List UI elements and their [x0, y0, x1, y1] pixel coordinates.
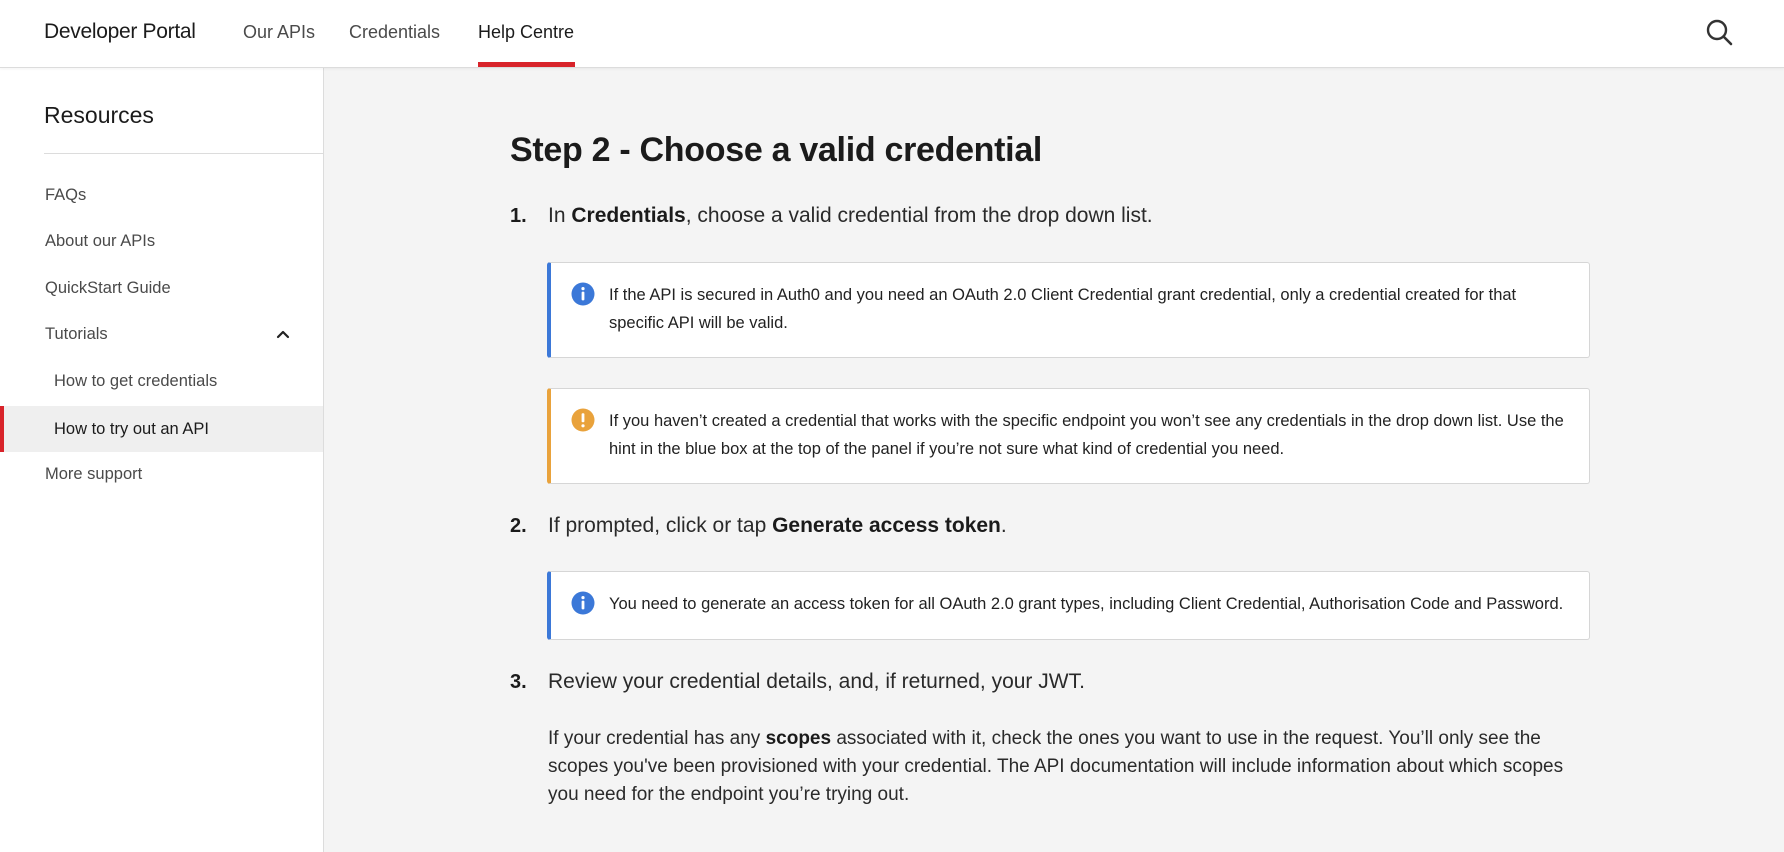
sidebar-item-more-support[interactable]	[0, 451, 323, 497]
warning-callout	[547, 388, 1590, 484]
nav-credentials[interactable]: Credentials	[349, 22, 441, 42]
step-number: 1.	[510, 205, 527, 227]
chevron-up-icon[interactable]	[275, 326, 291, 342]
info-icon	[571, 591, 595, 615]
nav-our-apis[interactable]: Our APIs	[243, 22, 316, 42]
active-nav-indicator	[478, 62, 575, 67]
sidebar-item-label: About our APIs	[45, 231, 156, 250]
sidebar-item-label: QuickStart Guide	[45, 278, 171, 297]
sidebar-item-label: How to get credentials	[54, 371, 218, 390]
nav-help-centre[interactable]: Help Centre	[478, 22, 575, 42]
warning-icon	[571, 408, 595, 432]
callout-text: You need to generate an access token for all OAuth 2.0 grant types, including Client Credential, Authorisation Code and Password.	[609, 595, 1564, 613]
sidebar-item-faqs[interactable]	[0, 172, 323, 218]
info-callout	[547, 262, 1590, 358]
info-icon	[571, 282, 595, 306]
callout-text: If the API is secured in Auth0 and you need an OAuth 2.0 Client Credential grant credential, only a credential created for that specific API will be valid.	[609, 286, 1517, 332]
step-text: If prompted, click or tap Generate access token.	[548, 514, 1007, 537]
sidebar-item-get-credentials[interactable]	[0, 358, 323, 404]
page-title: Step 2 - Choose a valid credential	[510, 131, 1043, 169]
step-number: 3.	[510, 671, 527, 693]
info-callout	[547, 571, 1590, 640]
sidebar-item-tutorials[interactable]	[0, 311, 323, 357]
sidebar-item-label: Tutorials	[45, 324, 108, 343]
sidebar-item-quickstart[interactable]	[0, 265, 323, 311]
search-icon	[1703, 16, 1737, 50]
sidebar-item-label: FAQs	[45, 185, 87, 204]
sidebar-divider	[44, 153, 324, 154]
callout-text: If you haven’t created a credential that works with the specific endpoint you won’t see any credentials in the drop down list. Use the hint in the blue box at the top of the panel if you’re not sure what kind of credential you need.	[609, 412, 1564, 458]
sidebar-item-label: How to try out an API	[54, 419, 209, 438]
sidebar-item-label: More support	[45, 464, 143, 483]
brand-logo[interactable]: Developer Portal	[44, 20, 196, 43]
sidebar-item-about-apis[interactable]	[0, 218, 323, 264]
search-button[interactable]	[1703, 16, 1737, 50]
scopes-paragraph: If your credential has any scopes associated with it, check the ones you want to use in the request. You’ll only see the scopes you've been provisioned with your credential. The API documentation will include information about which scopes you need for the endpoint you’re trying out.	[548, 728, 1564, 805]
sidebar	[0, 68, 324, 852]
sidebar-item-try-api[interactable]	[0, 406, 323, 452]
sidebar-title: Resources	[44, 102, 154, 128]
step-text: Review your credential details, and, if returned, your JWT.	[548, 670, 1085, 693]
step-number: 2.	[510, 515, 527, 537]
step-text: In Credentials, choose a valid credential from the drop down list.	[548, 204, 1153, 227]
top-header	[0, 0, 1784, 68]
